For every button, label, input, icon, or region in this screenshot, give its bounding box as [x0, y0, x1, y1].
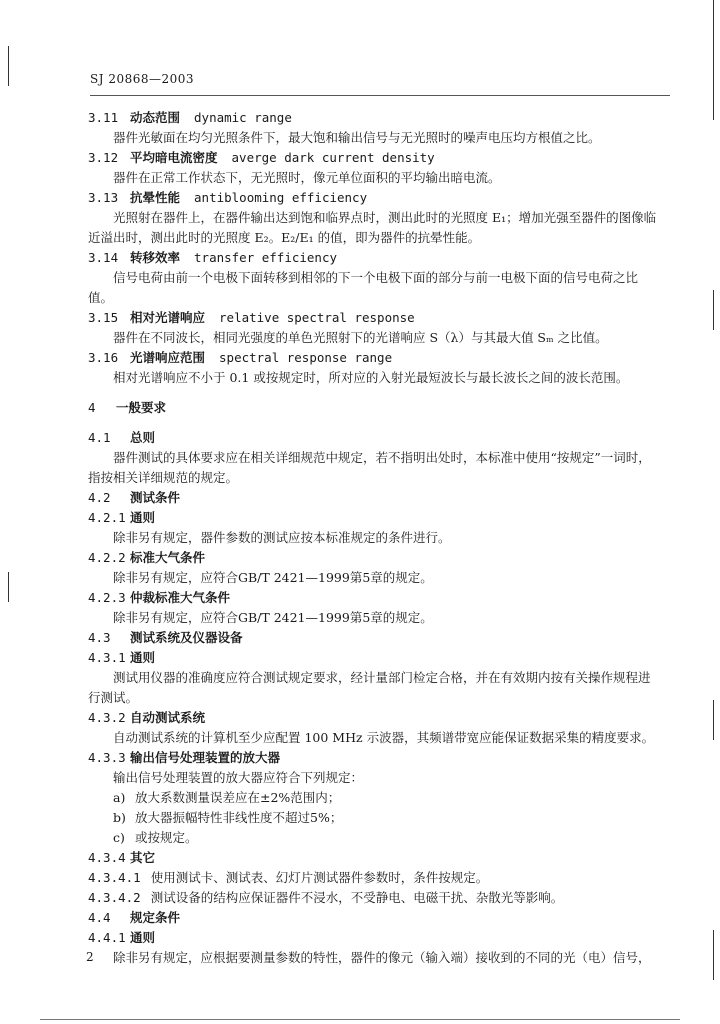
- section-number: 3.13: [88, 190, 119, 205]
- section-number: 3.15: [88, 310, 119, 325]
- section-number: 4: [88, 400, 96, 415]
- section-heading: [88, 708, 662, 728]
- section-title: 总则: [130, 430, 156, 445]
- section-title: 动态范围: [130, 110, 181, 125]
- section-number: 4.3.2: [88, 710, 126, 725]
- section-number: 4.4.1: [88, 930, 126, 945]
- list-marker: c): [113, 830, 125, 845]
- scan-edge-line: [713, 700, 714, 740]
- paragraph: 输出信号处理装置的放大器应符合下列规定：: [113, 770, 364, 785]
- section-title: 转移效率: [130, 250, 181, 265]
- section-text: 测试设备的结构应保证器件不浸水，不受静电、电磁干扰、杂散光等影响。: [150, 890, 564, 905]
- section-number: 4.3.4: [88, 850, 126, 865]
- list-text: 或按规定。: [135, 830, 198, 845]
- list-marker: b): [113, 810, 126, 825]
- paragraph: 除非另有规定，应符合GB/T 2421—1999第5章的规定。: [113, 570, 433, 585]
- scan-edge-line: [713, 0, 714, 120]
- scan-edge-line: [713, 930, 714, 980]
- section-heading: [88, 548, 662, 568]
- section-number: 4.3.4.1: [88, 870, 141, 885]
- section-number: 4.3: [88, 630, 111, 645]
- section-title: 平均暗电流密度: [130, 150, 218, 165]
- section-heading: [88, 348, 662, 368]
- paragraph: 信号电荷由前一个电极下面转移到相邻的下一个电极下面的部分与前一电极下面的信号电荷之比值。: [88, 270, 639, 305]
- text-flow: [88, 108, 662, 968]
- section-number: 3.12: [88, 150, 119, 165]
- section-number: 4.2.3: [88, 590, 126, 605]
- section-number: 4.2: [88, 490, 111, 505]
- list-text: 放大系数测量误差应在±2%范围内；: [135, 790, 341, 805]
- section-title: 标准大气条件: [130, 550, 206, 565]
- section-title: 通则: [130, 510, 156, 525]
- section-title: 一般要求: [116, 400, 167, 415]
- section-title-en: spectral response range: [219, 350, 393, 365]
- scan-edge-line: [713, 290, 714, 330]
- list-text: 放大器振幅特性非线性度不超过5%；: [135, 810, 343, 825]
- section-number: 4.4: [88, 910, 111, 925]
- page-number: 2: [86, 950, 94, 964]
- section-title: 规定条件: [130, 910, 181, 925]
- section-number: 3.14: [88, 250, 119, 265]
- spacer: [88, 418, 662, 428]
- paragraph: 自动测试系统的计算机至少应配置 100 MHz 示波器，其频谱带宽应能保证数据采集的精度要求。: [113, 730, 655, 745]
- paragraph: 器件测试的具体要求应在相关详细规范中规定，若不指明出处时，本标准中使用“按规定”一词时，指按相关详细规范的规定。: [88, 450, 651, 485]
- section-title: 通则: [130, 650, 156, 665]
- section-title: 相对光谱响应: [130, 310, 206, 325]
- section-heading: [88, 108, 662, 128]
- section-heading: [88, 248, 662, 268]
- list-item: [88, 788, 662, 808]
- paragraph: 除非另有规定，器件参数的测试应按本标准规定的条件进行。: [113, 530, 451, 545]
- section-number: 4.1: [88, 430, 111, 445]
- section-title: 光谱响应范围: [130, 350, 206, 365]
- section-heading: [88, 428, 662, 448]
- section-heading: [88, 148, 662, 168]
- section-title-en: antiblooming efficiency: [194, 190, 368, 205]
- section-heading: [88, 928, 662, 948]
- section-heading: [88, 748, 662, 768]
- section-text: 使用测试卡、测试表、幻灯片测试器件参数时，条件按规定。: [150, 870, 489, 885]
- section-number: 4.3.4.2: [88, 890, 141, 905]
- paragraph: 测试用仪器的准确度应符合测试规定要求，经计量部门检定合格，并在有效期内按有关操作规程进行测试。: [88, 670, 651, 705]
- section-heading: [88, 508, 662, 528]
- section-heading: [88, 188, 662, 208]
- section-heading: [88, 848, 662, 868]
- section-title-en: transfer efficiency: [194, 250, 338, 265]
- scan-margin-mark: [8, 46, 9, 86]
- paragraph: 除非另有规定，应根据要测量参数的特性，器件的像元（输入端）接收到的不同的光（电）信号，: [113, 950, 651, 965]
- scan-margin-mark: [8, 572, 9, 602]
- paragraph: 器件在不同波长，相同光强度的单色光照射下的光谱响应 S（λ）与其最大值 Sₘ 之比值。: [113, 330, 608, 345]
- header-rule: [90, 95, 670, 96]
- section-title: 自动测试系统: [130, 710, 206, 725]
- paragraph: 器件在正常工作状态下，无光照时，像元单位面积的平均输出暗电流。: [113, 170, 501, 185]
- scan-footer-line: [40, 1019, 680, 1020]
- list-item: [88, 828, 662, 848]
- section-number: 4.2.2: [88, 550, 126, 565]
- section-number: 4.2.1: [88, 510, 126, 525]
- section-title: 测试条件: [130, 490, 181, 505]
- section-title-en: averge dark current density: [231, 150, 435, 165]
- document-header: SJ 20868—2003: [90, 72, 195, 86]
- section-heading: [88, 588, 662, 608]
- section-heading: [88, 888, 662, 908]
- list-item: [88, 808, 662, 828]
- section-heading: [88, 628, 662, 648]
- section-heading: [88, 398, 662, 418]
- list-marker: a): [113, 790, 126, 805]
- section-title: 抗晕性能: [130, 190, 181, 205]
- section-heading: [88, 308, 662, 328]
- section-title-en: relative spectral response: [219, 310, 415, 325]
- paragraph: 除非另有规定，应符合GB/T 2421—1999第5章的规定。: [113, 610, 433, 625]
- section-number: 3.16: [88, 350, 119, 365]
- section-number: 3.11: [88, 110, 119, 125]
- paragraph: 器件光敏面在均匀光照条件下，最大饱和输出信号与无光照时的噪声电压均方根值之比。: [113, 130, 601, 145]
- section-title: 仲裁标准大气条件: [130, 590, 231, 605]
- section-number: 4.3.1: [88, 650, 126, 665]
- section-title-en: dynamic range: [194, 110, 292, 125]
- spacer: [88, 388, 662, 398]
- section-title: 输出信号处理装置的放大器: [130, 750, 281, 765]
- section-title: 通则: [130, 930, 156, 945]
- paragraph: 光照射在器件上，在器件输出达到饱和临界点时，测出此时的光照度 E₁；增加光强至器件的图像临近溢出时，测出此时的光照度 E₂。E₂/E₁ 的值，即为器件的抗晕性能。: [88, 210, 657, 245]
- section-heading: [88, 648, 662, 668]
- section-heading: [88, 488, 662, 508]
- section-number: 4.3.3: [88, 750, 126, 765]
- section-title: 其它: [130, 850, 156, 865]
- section-heading: [88, 908, 662, 928]
- paragraph: 相对光谱响应不小于 0.1 或按规定时，所对应的入射光最短波长与最长波长之间的波长范围。: [113, 370, 629, 385]
- section-heading: [88, 868, 662, 888]
- section-title: 测试系统及仪器设备: [130, 630, 243, 645]
